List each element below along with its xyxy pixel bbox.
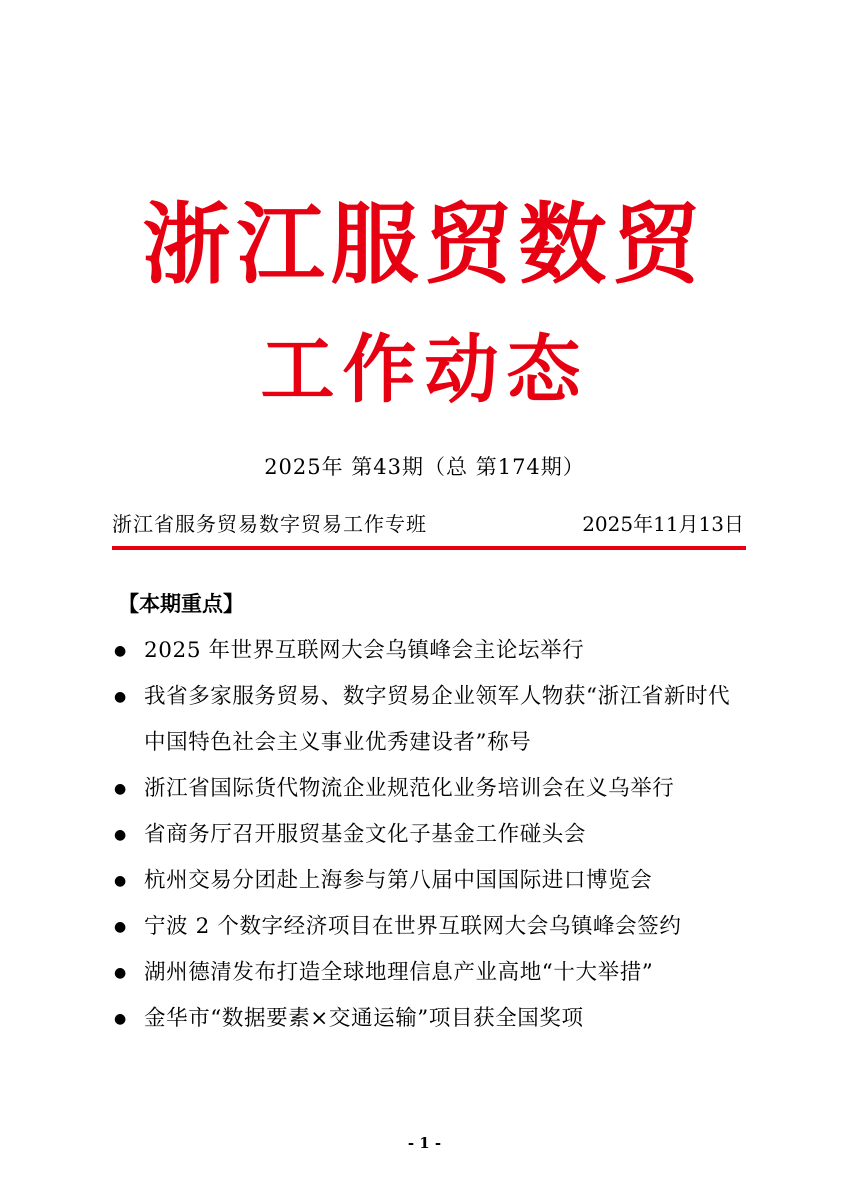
bullet-icon: ● [114,873,127,889]
list-item-text: 浙江省国际货代物流企业规范化业务培训会在义乌举行 [144,776,675,801]
publisher-row [112,508,744,540]
bullet-icon: ● [114,689,127,705]
bullet-icon: ● [114,643,127,659]
list-item-text: 我省多家服务贸易、数字贸易企业领军人物获“浙江省新时代中国特色社会主义事业优秀建设者”称号 [144,684,731,755]
list-item [112,858,752,904]
highlights-heading: 【本期重点】 [118,592,244,616]
list-item [112,996,752,1042]
bullet-icon: ● [114,781,127,797]
publish-date: 2025年11月13日 [582,512,744,536]
list-item [112,628,752,674]
issue-number: 2025年 第43期（总 第174期） [264,455,585,479]
bullet-icon: ● [114,965,127,981]
header-divider [112,546,746,550]
highlights-list [112,628,752,1042]
bullet-icon: ● [114,1011,127,1027]
list-item-text: 湖州德清发布打造全球地理信息产业高地“十大举措” [144,960,654,985]
list-item-text: 宁波 2 个数字经济项目在世界互联网大会乌镇峰会签约 [144,914,682,939]
page-number: - 1 - [407,1134,442,1152]
list-item [112,812,752,858]
bullet-icon: ● [114,919,127,935]
publisher-name: 浙江省服务贸易数字贸易工作专班 [112,512,427,536]
list-item [112,950,752,996]
list-item [112,674,752,766]
list-item-text: 省商务厅召开服贸基金文化子基金工作碰头会 [144,822,587,847]
list-item-text: 杭州交易分团赴上海参与第八届中国国际进口博览会 [144,868,653,893]
masthead-title: 浙江服贸数贸 [142,193,707,296]
bullet-icon: ● [114,827,127,843]
masthead-subtitle: 工作动态 [260,327,589,413]
list-item-text: 金华市“数据要素×交通运输”项目获全国奖项 [144,1006,584,1031]
list-item [112,904,752,950]
list-item [112,766,752,812]
list-item-text: 2025 年世界互联网大会乌镇峰会主论坛举行 [144,638,585,663]
